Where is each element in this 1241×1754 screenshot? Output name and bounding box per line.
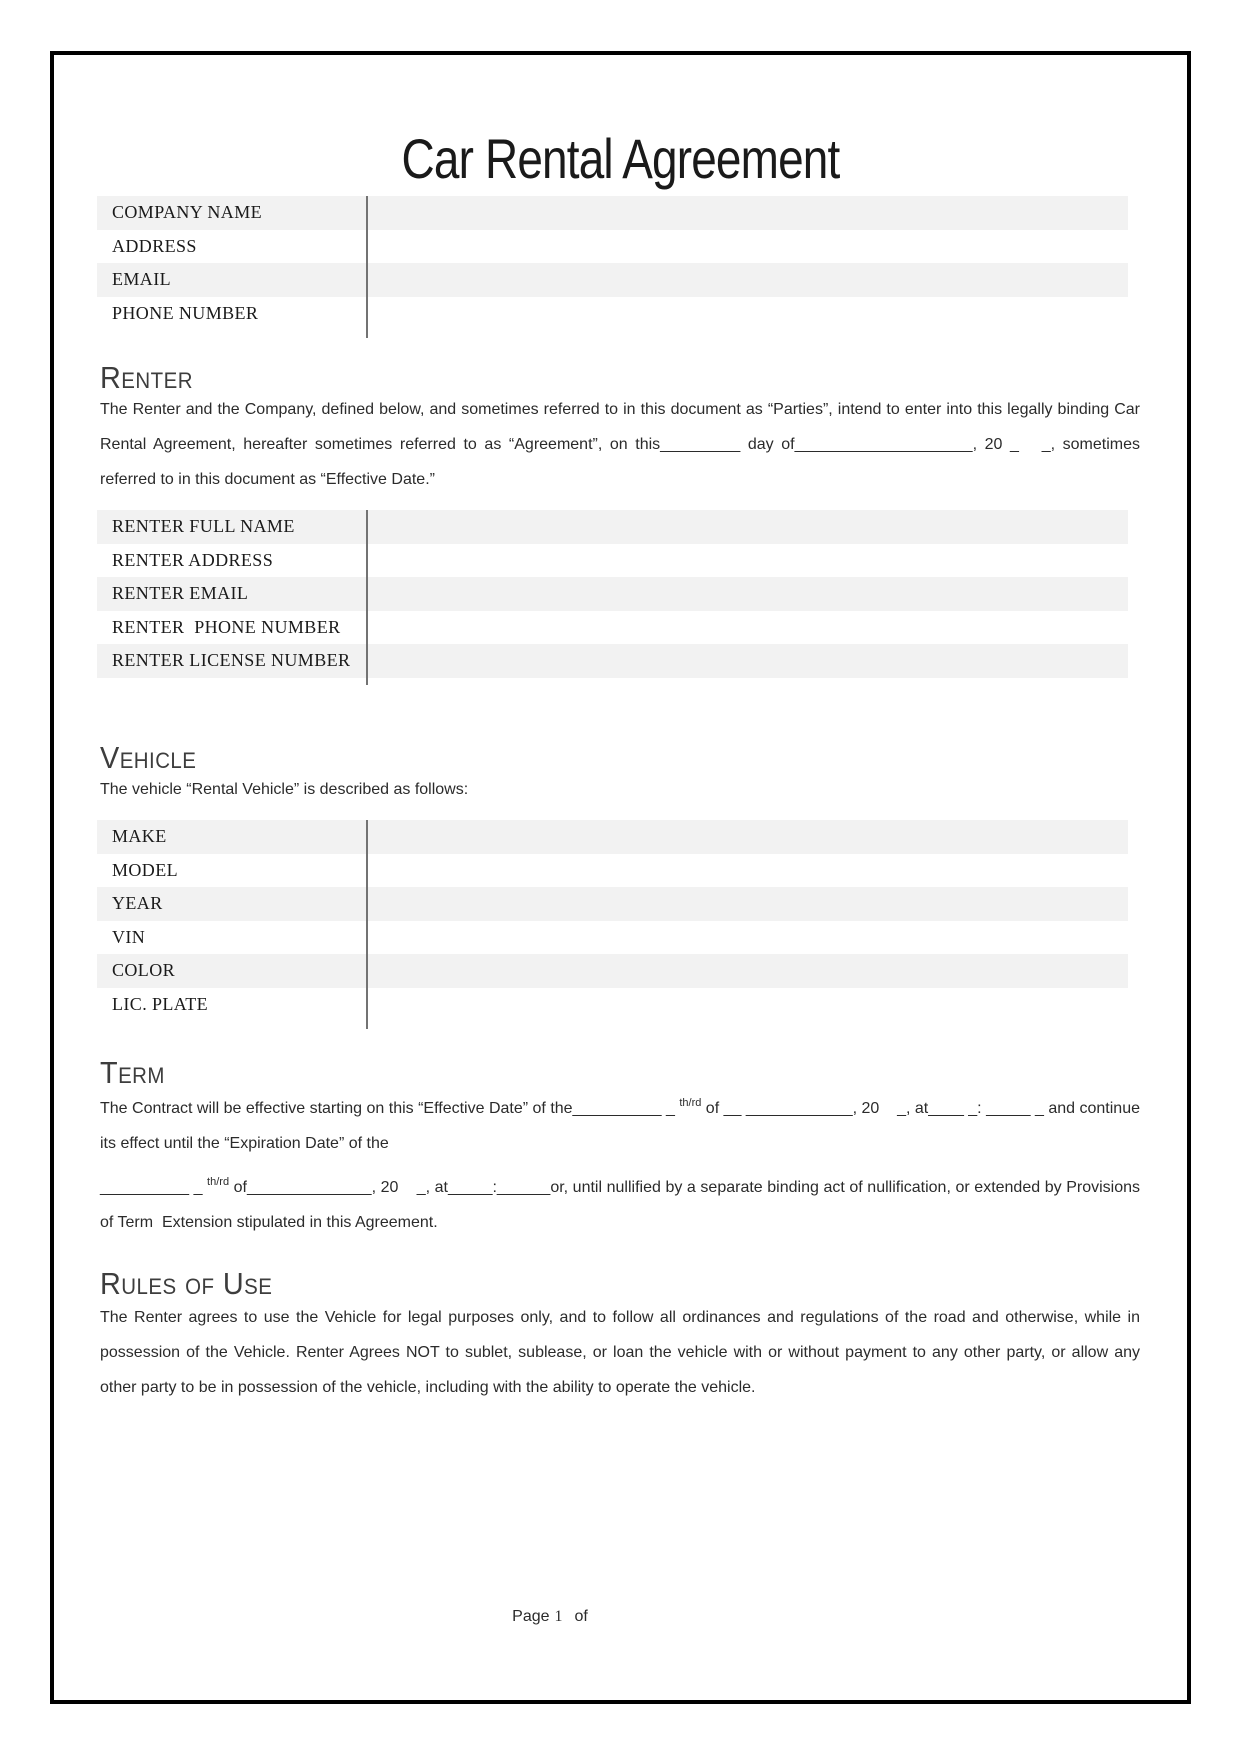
- column-divider-line: [366, 820, 368, 1029]
- ordinal-suffix: th/rd: [679, 1097, 702, 1109]
- table-row: [97, 887, 1128, 921]
- table-row: [97, 854, 1128, 888]
- company-info-table: [97, 196, 1128, 330]
- table-row: [97, 263, 1128, 297]
- rules-paragraph: The Renter agrees to use the Vehicle for legal purposes only, and to follow all ordinances and regulations of the road and otherwise, while in possession of the Vehicle. Renter Agrees NOT to sublet, sublease, or loan the vehicle with or without payment to any other party, or allow any other party to be in possession of the vehicle, including with the ability to operate the vehicle.: [100, 1309, 1145, 1396]
- vehicle-color-label: COLOR: [112, 960, 176, 980]
- vehicle-color-field[interactable]: [366, 954, 1128, 988]
- column-divider-line: [366, 196, 368, 338]
- vehicle-make-field[interactable]: [366, 820, 1128, 854]
- document-title: Car Rental Agreement: [401, 127, 840, 190]
- term-paragraph-1: [100, 1086, 1145, 1161]
- vehicle-plate-field[interactable]: [366, 988, 1128, 1022]
- table-row: [97, 230, 1128, 264]
- vehicle-section-heading: Vehicle: [100, 740, 197, 775]
- vehicle-plate-label: LIC. PLATE: [112, 993, 208, 1014]
- table-row: [97, 921, 1128, 955]
- renter-info-table: [97, 510, 1128, 678]
- company-phone-field[interactable]: [366, 297, 1128, 331]
- vehicle-year-label: YEAR: [112, 893, 163, 913]
- vehicle-model-label: MODEL: [112, 859, 178, 880]
- rules-section-heading: Rules of Use: [100, 1266, 273, 1301]
- company-name-field[interactable]: [366, 196, 1128, 230]
- ordinal-suffix: th/rd: [207, 1176, 230, 1188]
- renter-phone-field[interactable]: [366, 611, 1128, 645]
- renter-license-field[interactable]: [366, 644, 1128, 678]
- table-row: [97, 611, 1128, 645]
- page-label: Page: [512, 1608, 550, 1625]
- vehicle-model-field[interactable]: [366, 854, 1128, 888]
- vehicle-year-field[interactable]: [366, 887, 1128, 921]
- renter-full-name-label: RENTER FULL NAME: [112, 516, 295, 536]
- term-paragraph-2-start: __________ _: [100, 1179, 208, 1196]
- table-row: [97, 954, 1128, 988]
- term-paragraph-2: [100, 1165, 1145, 1240]
- term-paragraph-2-end: of______________, 20 _, at_____:______or, until nullified by a separate binding act of nullification, or extended by Provisions of Term Extension stipulated in this Agreement.: [100, 1179, 1145, 1231]
- renter-phone-label: RENTER PHONE NUMBER: [112, 616, 341, 637]
- company-email-label: EMAIL: [112, 269, 171, 289]
- vehicle-info-table: [97, 820, 1128, 1021]
- company-phone-label: PHONE NUMBER: [112, 302, 259, 323]
- table-row: [97, 510, 1128, 544]
- renter-paragraph: The Renter and the Company, defined below, and sometimes referred to in this document as “Parties”, intend to enter into this legally binding Car Rental Agreement, hereafter sometimes referred to as “Agreement”, on this_________ day of____________________, 20 _ _, sometimes referred to in this document as “Effective Date.”: [100, 401, 1145, 488]
- renter-email-field[interactable]: [366, 577, 1128, 611]
- company-address-label: ADDRESS: [112, 235, 197, 256]
- table-row: [97, 196, 1128, 230]
- vehicle-make-label: MAKE: [112, 826, 167, 846]
- page-number: 1: [554, 1608, 563, 1625]
- renter-address-field[interactable]: [366, 544, 1128, 578]
- term-paragraph-1-start: The Contract will be effective starting on this “Effective Date” of the__________ _: [100, 1100, 680, 1117]
- vehicle-vin-label: VIN: [112, 926, 146, 947]
- table-row: [97, 820, 1128, 854]
- renter-license-label: RENTER LICENSE NUMBER: [112, 650, 351, 670]
- table-row: [97, 297, 1128, 331]
- table-row: [97, 577, 1128, 611]
- table-row: [97, 544, 1128, 578]
- renter-full-name-field[interactable]: [366, 510, 1128, 544]
- term-paragraph-1-end: of __ ____________, 20 _, at____ _: _____ _ and continue its effect until the “Expiration Date” of the: [100, 1100, 1145, 1152]
- vehicle-vin-field[interactable]: [366, 921, 1128, 955]
- table-row: [97, 644, 1128, 678]
- term-section-heading: Term: [100, 1055, 165, 1090]
- page-footer: [450, 1608, 650, 1626]
- column-divider-line: [366, 510, 368, 685]
- renter-email-label: RENTER EMAIL: [112, 583, 249, 603]
- of-label: of: [574, 1608, 588, 1625]
- table-row: [97, 988, 1128, 1022]
- company-name-label: COMPANY NAME: [112, 202, 262, 222]
- company-email-field[interactable]: [366, 263, 1128, 297]
- vehicle-intro-text: The vehicle “Rental Vehicle” is described as follows:: [100, 781, 469, 798]
- company-address-field[interactable]: [366, 230, 1128, 264]
- renter-section-heading: Renter: [100, 360, 193, 395]
- renter-address-label: RENTER ADDRESS: [112, 549, 274, 570]
